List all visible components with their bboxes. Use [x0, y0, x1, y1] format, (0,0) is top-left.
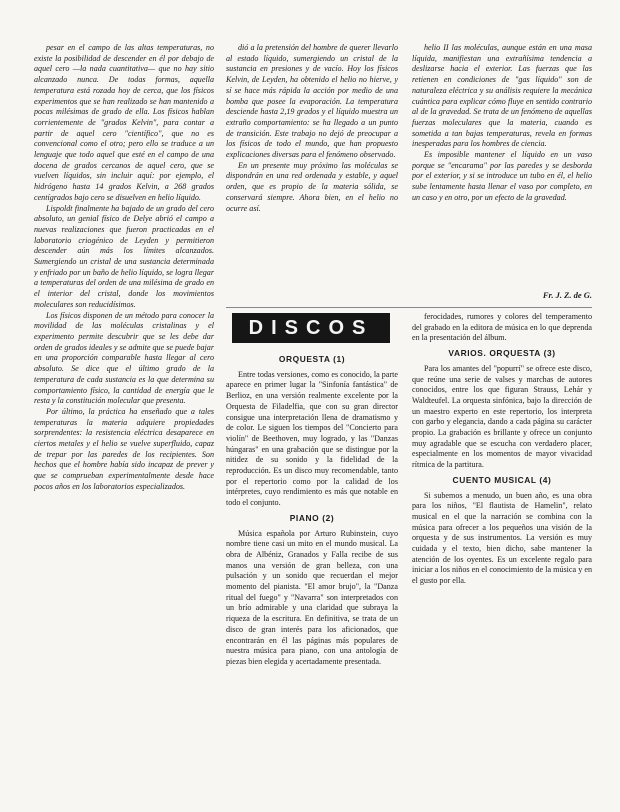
discos-banner: DISCOS: [232, 313, 390, 343]
article-paragraph: Por último, la práctica ha enseñado que a tales temperaturas la materia adquiere propiedades sorprendentes: la resistencia eléctrica desaparece en ciertos metales y el helio se vuelve superfluido, capaz de trepar por las paredes de los recipientes. Son hechos que el hombre había sido incapaz de prever y que se comprueban experimentalmente desde hace pocos años en los laboratorios especializados.: [34, 406, 214, 491]
article-paragraph: helio II las moléculas, aunque están en una masa líquida, manifiestan una extrañísima tendencia a deslizarse hacia el exterior. Las fuerzas que las retienen en condiciones de "gas líquido" son de naturaleza eléctrica y su análisis requiere la mecánica cuántica para explicar cómo fluye en sentido contrario al de la gravedad. Se trata de un fenómeno de aquellas fuerzas moleculares que la materia, cuando es sometida a tan bajas temperaturas, revela en formas inesperadas para los hombres de ciencia.: [412, 43, 592, 149]
section-heading-cuento: CUENTO MUSICAL (4): [452, 474, 552, 485]
section-heading-orquesta: ORQUESTA (1): [278, 354, 346, 364]
discos-column-middle: [226, 350, 398, 790]
section-heading-varios: VARIOS. ORQUESTA (3): [448, 348, 556, 359]
article-paragraph: pesar en el campo de las altas temperaturas, no existe la posibilidad de descender en él por debajo de aquel cero —la nada cuantitativa— que no hay sitio alcanzado nunca. De todas formas, aquella temperatura está rozada hoy de cerca, que los físicos experimentos que se han realizado se han mantenido a pocas milésimas de grado de ella. Los físicos hablan corrientemente de "grados Kelvin", para contar a partir de aquel cero "científico", que no es convencional como el otro; pero ello se traduce a un lenguaje que todo aquel que esté en el campo de una docena de grados cercanos de aquel cero, que se vuelven líquidos, sin incluir aquí: por ejemplo, el hidrógeno hasta 14 grados Kelvin, a 268 grados centígrados bajo cero se disuelven en helio líquido.: [34, 43, 214, 202]
article-paragraph: Lispoldt finalmente ha bajado de un grado del cero absoluto, un genial físico de Delye abrió el campo a nuevas realizaciones que fueron practicadas en el laboratorio criogénico de Leyden y permitieron descender aún más los límites alcanzados. Sumergiendo un cristal de una sustancia determinada y enfriado por un baño de helio líquido, se logra llegar a temperaturas del orden de una milésima de grado en el interior del cristal, donde los movimientos moleculares son reducidísimos.: [34, 203, 214, 309]
section-divider: [226, 307, 592, 308]
article-paragraph: En un presente muy próximo las moléculas se dispondrán en una red ordenada y estable, y aquel orden, que es propio de la materia sólida, se conservará siempre. Ahora bien, en el helio no ocurre así.: [226, 160, 398, 213]
review-intro: ferocidades, rumores y colores del temperamento del grabado en la editora de música en lo que deprenda en la presentación del álbum.: [412, 312, 592, 343]
article-paragraph: Los físicos disponen de un método para conocer la movilidad de las moléculas cristalinas y el experimento permite descubrir que se les debe dar orden de grados ideales y se admite que se puede bajar en una proporción comparable hasta llegar al cero absoluto. Se dice que el último grado de la temperatura de cada sustancia es la que determina su comportamiento físico, la cantidad de energía que le resta y la constitución molecular que presenta.: [34, 310, 214, 406]
article-paragraph: dió a la pretensión del hombre de querer llevarlo al estado líquido, sumergiendo un cristal de la sustancia en presiones y de vacío. Hoy los físicos Kelvin, de Leyden, ha obtenido el helio no hierve, y sí se hace más rápida la acción por medio de una bomba que posee la evaporación. La temperatura desciende hasta 2,19 grados y el líquido muestra un extraño comportamiento: se ha llegado a un punto de transición. Este trabajo no dejó de preocupar a los físicos de todo el mundo, que han propuesto explicaciones diversas para el fenómeno observado.: [226, 43, 398, 160]
article-column-left: [34, 43, 214, 793]
article-signature: Fr. J. Z. de G.: [542, 290, 592, 300]
section-heading-piano: PIANO (2): [289, 512, 335, 523]
article-paragraph: Es imposible mantener el líquido en un vaso porque se "encarama" por las paredes y se desborda por el exterior, y si se introduce un tubo en él, el helio sube lentamente hasta llenar el vaso por completo, en un caso y en otro, por un efecto de la gravedad.: [412, 150, 592, 202]
review-paragraph: Para los amantes del "popurrí" se ofrece este disco, que reúne una serie de valses y marchas de autores conocidos, entre los que figuran Strauss, Lehár y Waldteufel. La orquesta sinfónica, bajo la dirección de un maestro experto en este repertorio, los interpreta con garbo y elegancia, dando a cada página su carácter propio. La grabación es brillante y ofrece un conjunto muy agradable que se escucha con verdadero placer, especialmente en los momentos de mayor vivacidad rítmica de la partitura.: [412, 363, 592, 470]
review-paragraph: Entre todas versiones, como es conocido, la parte aparece en primer lugar la "Sinfonía fantástica" de Berlioz, en una versión realmente excelente por la Orquesta de Filadelfia, que con su gran director consigue una interpretación llena de dramatismo y de color. Le siguen los tiempos del "Concierto para violín" de Beethoven, muy logrado, y las "Danzas húngaras" en una grabación que se distingue por la nitidez de su sonido y la fidelidad de la reproducción. Es un disco muy recomendable, tanto por el repertorio como por la calidad de los intérpretes, cuyo rendimiento es más que notable en todo el conjunto.: [226, 369, 398, 508]
article-column-right: [412, 43, 592, 305]
article-column-middle: [226, 43, 398, 305]
review-paragraph: Si subemos a menudo, un buen año, es una obra para los niños, "El flautista de Hamelin", relato musical en el que la narración se combina con la música para ofrecer a los pequeños una visión de la orquesta y de sus instrumentos. La versión es muy cuidada y el texto, bien dicho, sabe mantener la atención de los oyentes. Es un excelente regalo para iniciar a los niños en el conocimiento de la música y en el gusto por ella.: [412, 490, 592, 586]
discos-column-right: [412, 312, 592, 792]
review-paragraph: Música española por Arturo Rubinstein, cuyo nombre tiene casi un mito en el mundo musical. La obra de Albéniz, Granados y Falla recibe de sus manos una versión de gran belleza, con una pulsación y un sonido que recuerdan el mejor momento del pianista. "El amor brujo", la "Danza ritual del fuego" y "Navarra" son interpretados con un brío admirable y una claridad que subraya la riqueza de la escritura. En definitiva, se trata de un disco de gran interés para los aficionados, que encontrarán en él las páginas más populares de nuestra música para piano, con una antología de piezas bien elegida y acertadamente presentada.: [226, 528, 398, 666]
